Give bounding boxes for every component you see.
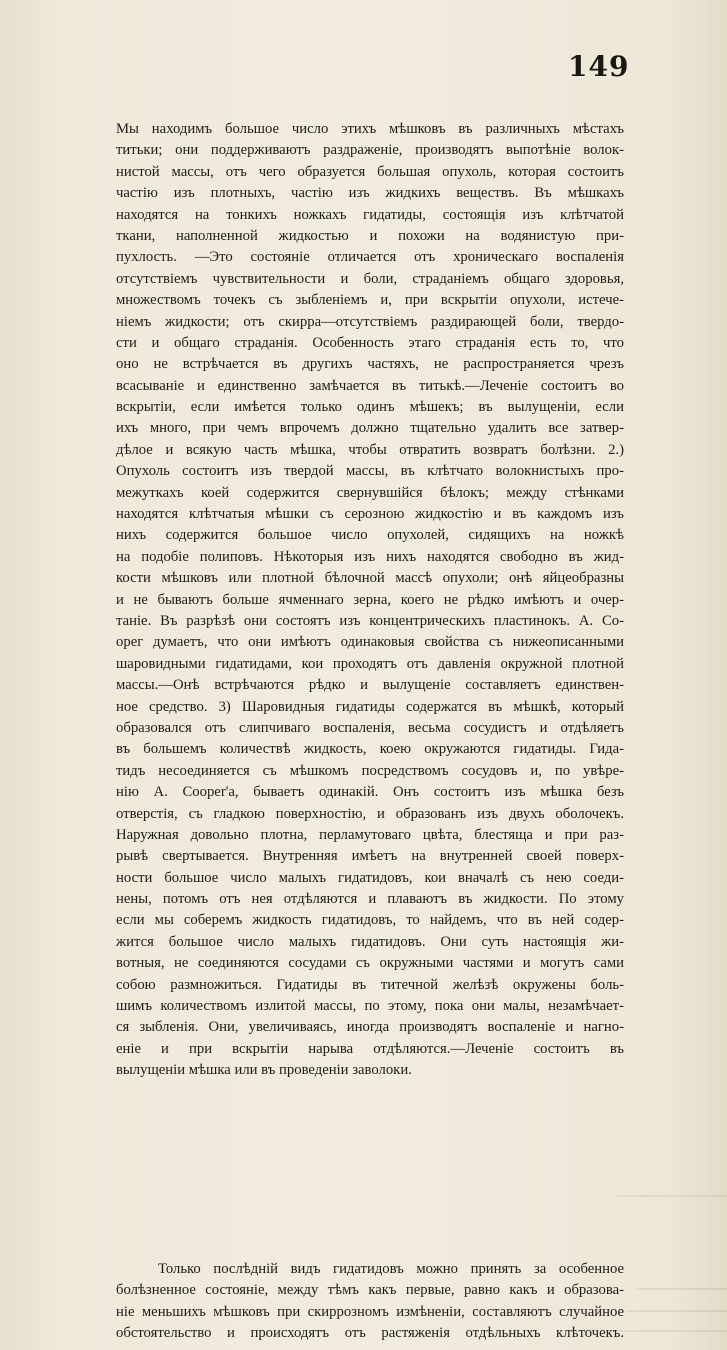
text-line: собою размножиться. Гидатиды въ титечной желѣзѣ окружены боль- [116,976,624,993]
paragraph-1 [116,119,624,1082]
text-line: находятся клѣтчатыя мѣшки съ серозною жидкостію и въ каждомъ изъ [116,506,624,523]
text-line: множествомъ точекъ съ зыбленіемъ и, при вскрытіи опухоли, истече- [116,292,624,309]
text-line: отверстія, съ гладкою поверхностію, и образованъ изъ двухъ оболочекъ. [116,805,624,822]
text-line: Опухоль состоитъ изъ твердой массы, въ клѣтчато волокнистыхъ про- [116,463,624,480]
text-line: ное средство. 3) Шаровидныя гидатиды содержатся въ мѣшкѣ, который [116,698,624,715]
text-line: въ большемъ количествѣ жидкость, коею окружаются гидатиды. Гида- [116,741,624,758]
text-line: орег думаетъ, что они имѣютъ одинаковыя свойства съ нижеописанными [116,634,624,651]
text-line: шимъ количествомъ излитой массы, по этому, пока они малы, незамѣчает- [116,998,624,1015]
text-line: сти и общаго страданія. Особенность этаго страданія есть то, что [116,334,624,351]
text-line: Наружная довольно плотна, перламутоваго цвѣта, блестяща и при раз- [116,826,624,843]
text-line: отсутствіемъ чувствительности и боли, страданіемъ общаго здоровья, [116,270,624,287]
text-line: тидъ несоединяется съ мѣшкомъ посредствомъ сосудовъ и, по увѣре- [116,762,624,779]
text-line: на подобіе полиповъ. Нѣкоторыя изъ нихъ находятся свободно въ жид- [116,548,624,565]
text-line: ся зыбленія. Они, увеличиваясь, иногда производятъ воспаленіе и нагно- [116,1019,624,1036]
paragraph-2 [116,1259,624,1345]
text-line: нію А. Cooper'а, бываетъ одинакій. Онъ состоитъ изъ мѣшка безъ [116,784,624,801]
text-line: всасываніе и единственно замѣчается въ титькѣ.—Леченіе состоитъ во [116,377,624,394]
text-line: пухлость. —Это состояніе отличается отъ хроническаго воспаленія [116,249,624,266]
text-line: нистой массы, отъ чего образуется большая опухоль, которая состоитъ [116,163,624,180]
text-line: ніе меньшихъ мѣшковъ при скиррозномъ измѣненіи, составляютъ случайное [116,1303,624,1320]
text-line: дѣлое и всякую часть мѣшка, чтобы отвратить возвратъ болѣзни. 2.) [116,441,624,458]
text-line: нихъ содержится большое число опухолей, сидящихъ на ножкѣ [116,527,624,544]
text-line: находятся на тонкихъ ножкахъ гидатиды, состоящія изъ клѣтчатой [116,206,624,223]
text-line: Только послѣдній видъ гидатидовъ можно принять за особенное [158,1261,624,1277]
text-line: кости мѣшковъ или плотной бѣлочной массѣ опухоли; онѣ яйцеобразны [116,570,624,587]
text-line: если мы соберемъ жидкость гидатидовъ, то найдемъ, что въ ней содер- [116,912,624,929]
text-line: ніемъ жидкости; отъ скирра—отсутствіемъ раздирающей боли, твердо- [116,313,624,330]
text-line: массы.—Онѣ встрѣчаются рѣдко и вылущеніе составляетъ единствен- [116,677,624,694]
bleed-through-mark [607,1330,727,1332]
text-line: рывѣ свертывается. Внутренняя имѣетъ на внутренней своей поверх- [116,848,624,865]
text-line: ности большое число малыхъ гидатидовъ, кои вначалѣ съ нею соеди- [116,869,624,886]
bleed-through-mark [617,1195,727,1197]
text-line: титьки; они поддерживаютъ раздраженіе, производятъ выпотѣніе волок- [116,142,624,159]
text-line: шаровидными гидатидами, кои проходятъ отъ давленія окружной плотной [116,655,624,672]
text-line: обстоятельство и происходятъ отъ растяженія отдѣльныхъ клѣточекъ. [116,1325,624,1342]
text-line: и не бываютъ больше ячменнаго зерна, коего не рѣдко имѣютъ и очер- [116,591,624,608]
text-line: жится большое число малыхъ гидатидовъ. Они суть настоящія жи- [116,933,624,950]
text-line: нены, потомъ отъ нея отдѣляются и плаваютъ въ жидкости. По этому [116,891,624,908]
bleed-through-mark [637,1288,727,1290]
text-line: ихъ много, при чемъ впрочемъ должно тщательно удалить все затвер- [116,420,624,437]
text-line: вылущеніи мѣшка или въ проведеніи заволоки. [116,1062,412,1079]
text-line: еніе и при вскрытіи нарыва отдѣляются.—Леченіе состоитъ въ [116,1040,624,1057]
text-line: частію изъ плотныхъ, частію изъ жидкихъ веществъ. Въ мѣшкахъ [116,185,624,202]
page-number: 149 [568,50,630,83]
text-line: таніе. Въ разрѣзѣ они состоятъ изъ концентрическихъ пластинокъ. А. Со- [116,612,624,629]
text-line: вскрытіи, если имѣется только одинъ мѣшекъ; въ вылущеніи, если [116,399,624,416]
text-line: образовался отъ слипчиваго воспаленія, весьма сосудистъ и отдѣляетъ [116,719,624,736]
text-line: болѣзненное состояніе, между тѣмъ какъ первые, равно какъ и образова- [116,1282,624,1299]
text-line: межуткахъ коей содержится свернувшійся бѣлокъ; между стѣнками [116,484,624,501]
text-line: ткани, наполненной жидкостью и похожи на водянистую при- [116,227,624,244]
bleed-through-mark [627,1310,727,1312]
text-line: Мы находимъ большое число этихъ мѣшковъ въ различныхъ мѣстахъ [116,121,624,137]
text-line: оно не встрѣчается въ другихъ частяхъ, не распространяется чрезъ [116,356,624,373]
text-line: вотныя, не соединяются сосудами съ окружными частями и могутъ сами [116,955,624,972]
